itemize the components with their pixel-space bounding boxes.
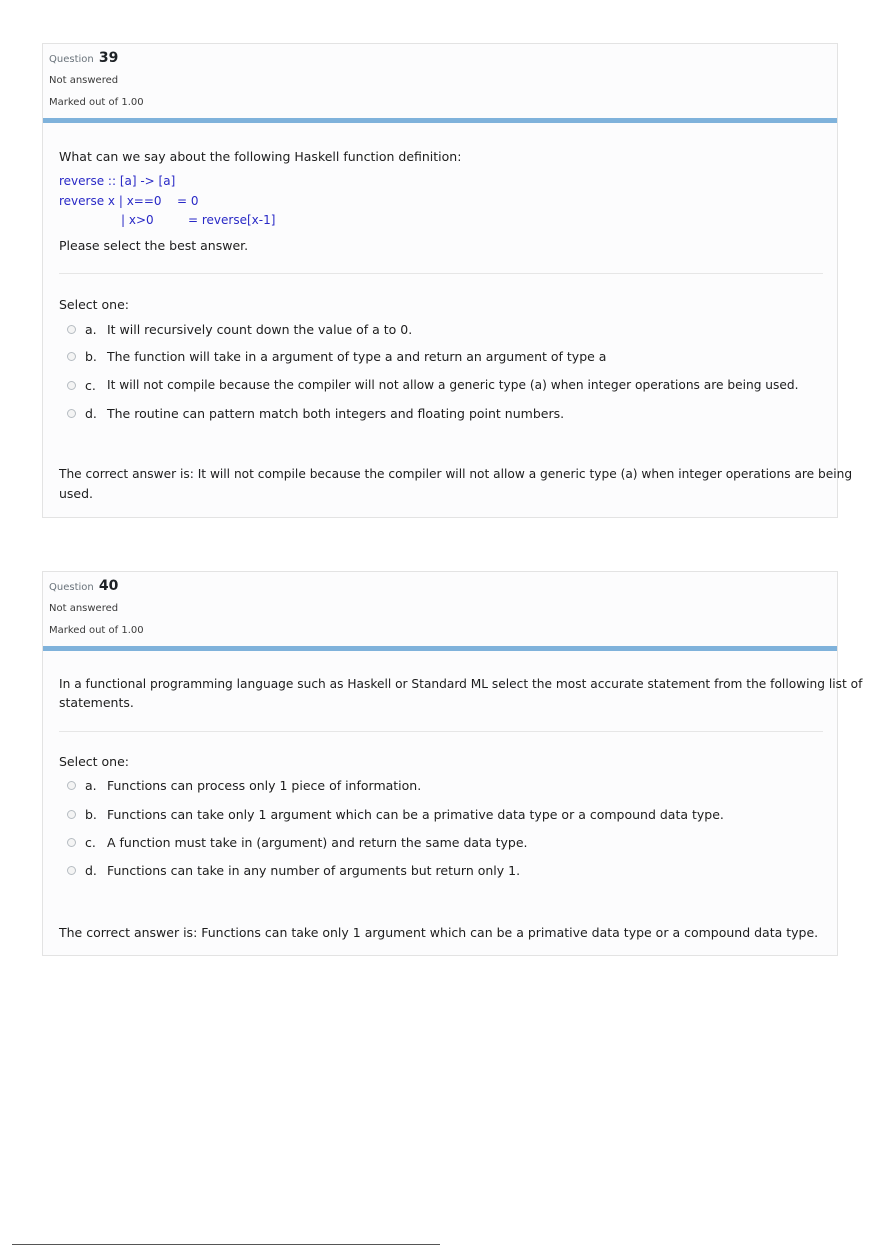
option-letter: d.: [85, 405, 97, 421]
radio-button-b[interactable]: [67, 352, 76, 361]
question-label: Question: [49, 54, 94, 65]
option-c[interactable]: [67, 377, 807, 393]
question-prompt-line-2: statements.: [59, 695, 134, 710]
option-text: The function will take in a argument of type a and return an argument of type a: [107, 348, 607, 364]
option-text: Functions can take in any number of arguments but return only 1.: [107, 862, 521, 878]
question-number: [49, 50, 118, 66]
radio-button-c[interactable]: [67, 381, 76, 390]
question-39-card: [42, 43, 853, 518]
correct-answer-line-2: used.: [59, 486, 94, 501]
code-line-3-result: = reverse[x-1]: [188, 213, 276, 227]
question-grade: Marked out of 1.00: [49, 625, 144, 636]
option-letter: b.: [85, 806, 97, 822]
question-number-value: 39: [98, 50, 119, 66]
option-a[interactable]: [67, 321, 807, 337]
radio-button-a[interactable]: [67, 325, 76, 334]
option-a[interactable]: [67, 777, 807, 793]
option-letter: c.: [85, 834, 96, 850]
option-text: It will not compile because the compiler will not allow a generic type (a) when integer operations are being used.: [107, 378, 799, 392]
radio-button-c[interactable]: [67, 838, 76, 847]
code-line-3-guard: | x>0: [121, 213, 154, 227]
option-d[interactable]: [67, 862, 807, 878]
section-divider: [59, 273, 823, 274]
select-one-label: Select one:: [59, 297, 130, 312]
radio-button-d[interactable]: [67, 866, 76, 875]
question-number-value: 40: [98, 578, 119, 594]
option-b[interactable]: [67, 348, 807, 364]
question-number: [49, 578, 118, 594]
option-letter: d.: [85, 862, 97, 878]
correct-answer-feedback: The correct answer is: Functions can take only 1 argument which can be a primative data type or a compound data type.: [59, 925, 819, 940]
section-divider: [59, 731, 823, 732]
question-info: [43, 44, 837, 120]
code-line-2-result: = 0: [177, 194, 199, 208]
option-letter: b.: [85, 348, 97, 364]
option-letter: a.: [85, 321, 97, 337]
question-state: Not answered: [49, 603, 119, 614]
option-text: It will recursively count down the value of a to 0.: [107, 321, 413, 337]
question-divider-bar: [43, 646, 837, 651]
question-info: [43, 572, 837, 648]
code-line-2-guard: reverse x | x==0: [59, 194, 162, 208]
radio-button-b[interactable]: [67, 810, 76, 819]
correct-answer-feedback: [59, 465, 853, 503]
question-prompt-2: Please select the best answer.: [59, 238, 249, 253]
radio-button-d[interactable]: [67, 409, 76, 418]
question-prompt-line-1: In a functional programming language such as Haskell or Standard ML select the most accurate statement from the following list of: [59, 677, 863, 691]
option-d[interactable]: [67, 405, 807, 421]
radio-button-a[interactable]: [67, 781, 76, 790]
page-footer-rule: [12, 1244, 440, 1245]
option-text: A function must take in (argument) and return the same data type.: [107, 834, 528, 850]
question-prompt: What can we say about the following Haskell function definition:: [59, 149, 462, 164]
question-divider-bar: [43, 118, 837, 123]
option-text: The routine can pattern match both integers and floating point numbers.: [107, 405, 565, 421]
option-letter: a.: [85, 777, 97, 793]
question-grade: Marked out of 1.00: [49, 97, 144, 108]
option-text: Functions can process only 1 piece of information.: [107, 777, 422, 793]
question-label: Question: [49, 582, 94, 593]
code-line-1: reverse :: [a] -> [a]: [59, 174, 176, 188]
option-text: Functions can take only 1 argument which can be a primative data type or a compound data type.: [107, 806, 724, 822]
select-one-label: Select one:: [59, 754, 130, 769]
option-letter: c.: [85, 377, 96, 393]
option-b[interactable]: [67, 806, 807, 822]
question-state: Not answered: [49, 75, 119, 86]
option-c[interactable]: [67, 834, 807, 850]
correct-answer-line-1: The correct answer is: It will not compile because the compiler will not allow a generic type (a) when integer operations are being: [59, 467, 853, 481]
question-40-card: [42, 571, 863, 956]
